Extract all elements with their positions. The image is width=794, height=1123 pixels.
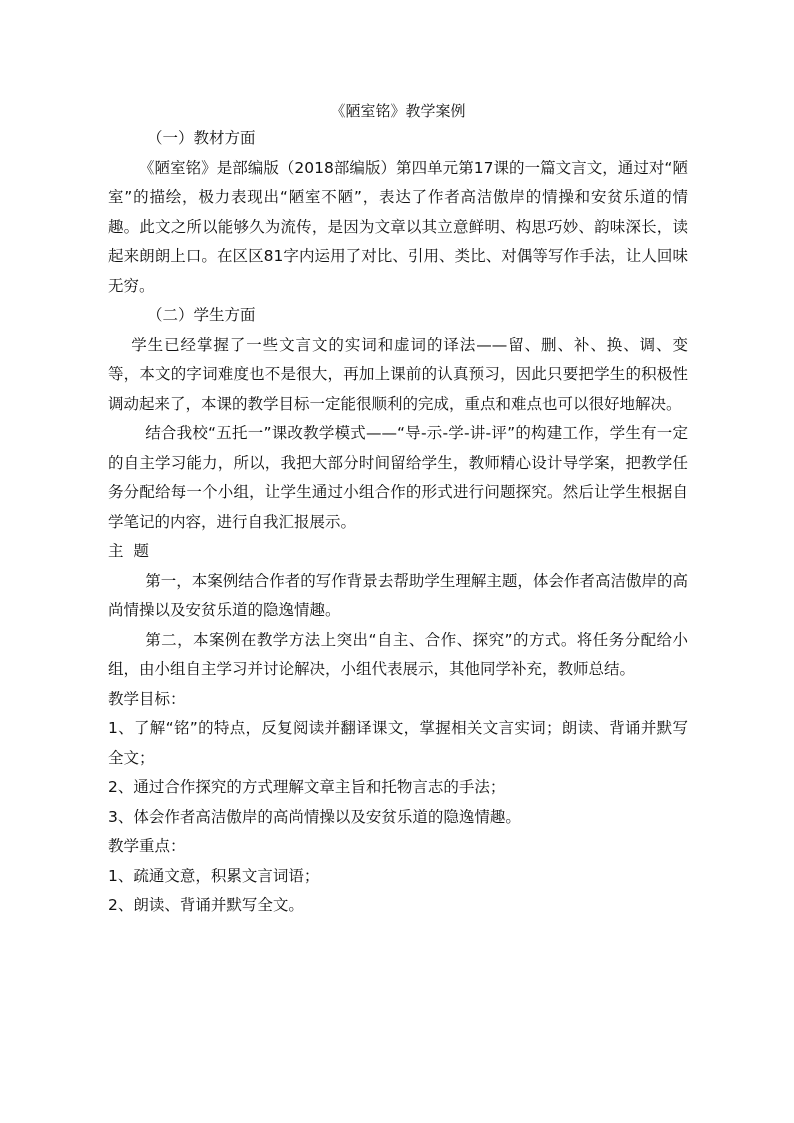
goal-item-1: 1、了解“铭”的特点，反复阅读并翻译课文，掌握相关文言实词；朗读、背诵并默写全文；	[108, 719, 688, 767]
section-heading-students: （二）学生方面	[147, 306, 256, 324]
section-heading-textbook: （一）教材方面	[147, 129, 256, 147]
goal-item-2: 2、通过合作探究的方式理解文章主旨和托物言志的手法；	[108, 778, 506, 796]
goal-item-3: 3、体会作者高洁傲岸的高尚情操以及安贫乐道的隐逸情趣。	[108, 807, 521, 826]
focus-item-1: 1、疏通文意，积累文言词语；	[108, 866, 320, 885]
focus-item-2: 2、朗读、背诵并默写全文。	[108, 896, 304, 914]
section-heading-theme: 主 题	[108, 542, 149, 560]
document-page	[108, 98, 688, 921]
paragraph-students-1: 学生已经掌握了一些文言文的实词和虚词的译法——留、删、补、换、调、变等，本文的字词难度也不是很大，再加上课前的认真预习，因此只要把学生的积极性调动起来了，本课的教学目标一定能很顺利的完成，重点和难点也可以很好地解决。	[108, 335, 688, 413]
paragraph-theme-2: 第二，本案例在教学方法上突出“自主、合作、探究”的方式。将任务分配给小组，由小组自主学习并讨论解决，小组代表展示，其他同学补充，教师总结。	[108, 630, 688, 678]
paragraph-theme-1: 第一，本案例结合作者的写作背景去帮助学生理解主题，体会作者高洁傲岸的高尚情操以及安贫乐道的隐逸情趣。	[108, 571, 688, 619]
paragraph-students-2: 结合我校“五托一”课改教学模式——“导-示-学-讲-评”的构建工作，学生有一定的自主学习能力，所以，我把大部分时间留给学生，教师精心设计导学案，把教学任务分配给每一个小组，让学生通过小组合作的形式进行问题探究。然后让学生根据自学笔记的内容，进行自我汇报展示。	[108, 424, 688, 531]
section-heading-focus: 教学重点：	[108, 837, 186, 855]
document-title: 《陋室铭》教学案例	[330, 102, 466, 120]
paragraph-textbook: 《陋室铭》是部编版（2018部编版）第四单元第17课的一篇文言文，通过对“陋室”的描绘，极力表现出“陋室不陋”，表达了作者高洁傲岸的情操和安贫乐道的情趣。此文之所以能够久为流传，是因为文章以其立意鲜明、构思巧妙、韵味深长，读起来朗朗上口。在区区81字内运用了对比、引用、类比、对偶等写作手法，让人回味无穷。	[108, 158, 688, 295]
section-heading-goals: 教学目标：	[108, 689, 186, 708]
